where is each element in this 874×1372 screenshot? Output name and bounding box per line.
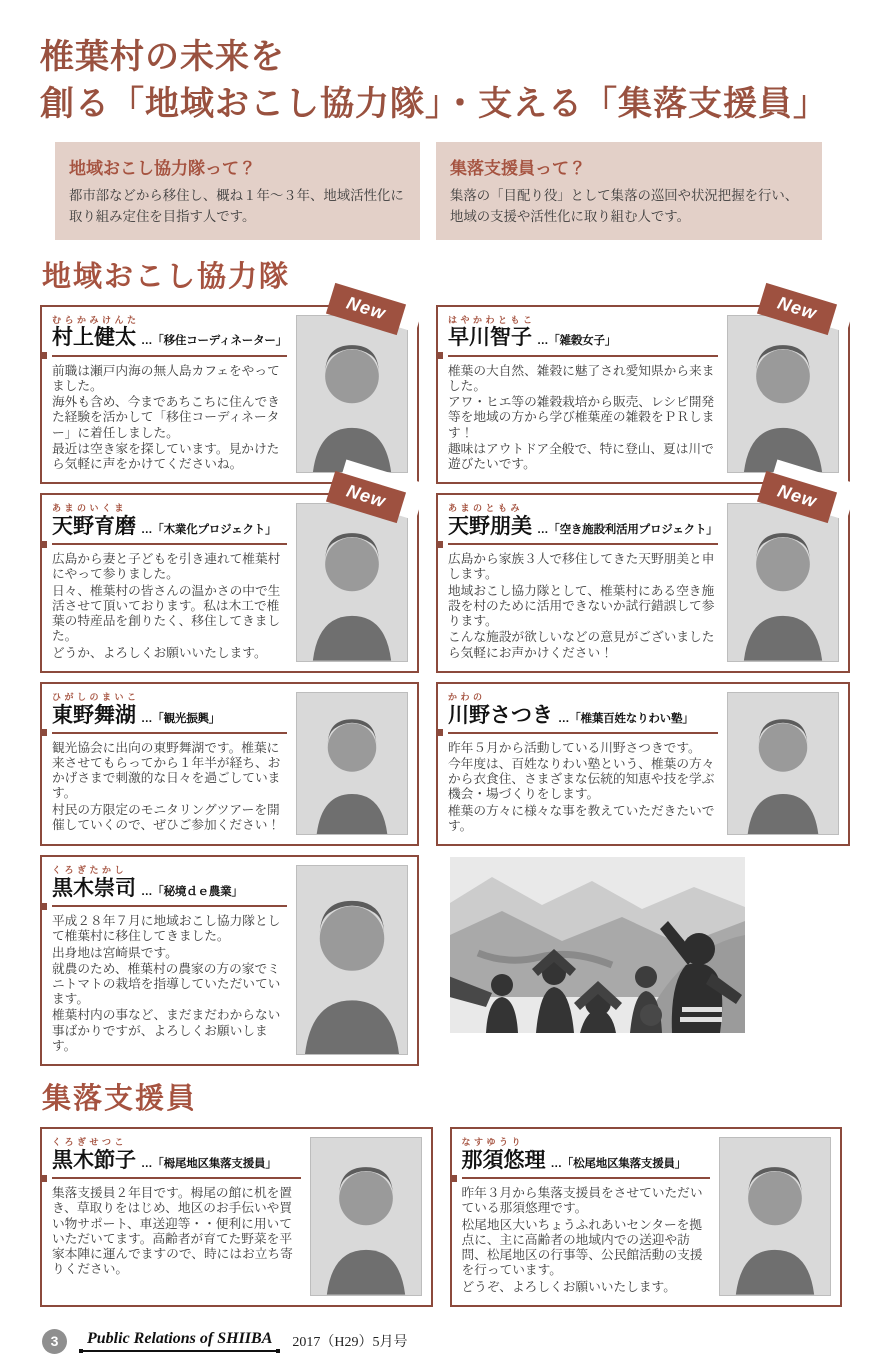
- member-bio: [448, 741, 718, 834]
- member-info: [52, 1137, 301, 1296]
- member-name: 川野さつき: [447, 703, 553, 727]
- member-info: [52, 865, 287, 1055]
- page-number-badge: 3: [42, 1329, 67, 1354]
- portrait-silhouette-icon: [297, 866, 407, 1054]
- bio-paragraph: 椎葉村内の事など、まだまだわからない事ばかりですが、よろしくお願いします。: [52, 1008, 281, 1053]
- member-info: [52, 315, 287, 474]
- member-bio: [52, 552, 287, 661]
- member-furigana: ひがしのまいこ: [52, 691, 140, 702]
- member-name-row: [52, 515, 287, 539]
- portrait-photo: [296, 503, 408, 662]
- name-divider: [52, 355, 287, 357]
- member-role: …「移住コーディネーター」: [141, 335, 287, 348]
- member-bio: [448, 364, 718, 473]
- member-bio: [52, 741, 287, 833]
- issue-label: 2017（H29）5月号: [292, 1335, 408, 1351]
- intro-body: 集落の「目配り役」として集落の巡回や状況把握を行い、地域の支援や活性化に取り組む人です。: [450, 187, 799, 224]
- intro-box-kyouryokutai: [55, 142, 420, 240]
- member-furigana: あまのともみ: [447, 503, 523, 514]
- portrait-silhouette-icon: [311, 1138, 421, 1295]
- portrait-silhouette-icon: [297, 316, 407, 473]
- bio-paragraph: 村民の方限定のモニタリングツアーを開催していくので、ぜひご参加ください！: [52, 802, 281, 832]
- member-info: [448, 315, 718, 474]
- member-info: [52, 692, 287, 835]
- bio-paragraph: 趣味はアウトドア全般で、特に登山、夏は川で遊びたいです。: [447, 441, 714, 471]
- bio-paragraph: 昨年３月から集落支援員をさせていただいている那須悠理です。: [461, 1186, 703, 1216]
- member-bio: [52, 364, 287, 473]
- member-name: 黒木節子: [52, 1148, 136, 1172]
- name-divider: [52, 1177, 301, 1179]
- intro-body: 都市部などから移住し、概ね１年～３年、地域活性化に取り組み定住を目指す人です。: [69, 187, 404, 224]
- member-name-row: [448, 515, 718, 539]
- portrait-silhouette-icon: [297, 504, 407, 661]
- new-badge: [756, 291, 852, 337]
- group-photo: [450, 857, 745, 1033]
- member-role: …「椎葉百姓なりわい塾」: [557, 712, 694, 725]
- page-title: [40, 34, 842, 128]
- member-furigana: はやかわともこ: [447, 314, 536, 325]
- member-bio: [52, 914, 287, 1054]
- page-footer: [42, 1329, 842, 1372]
- kyouryokutai-cards-grid: [40, 292, 842, 1067]
- name-divider: [448, 355, 718, 357]
- portrait-silhouette-icon: [297, 693, 407, 834]
- member-name-row: [448, 704, 718, 728]
- new-badge-label: New: [326, 471, 406, 523]
- member-furigana: くろぎたかし: [52, 865, 128, 876]
- member-name-row: [462, 1149, 711, 1173]
- new-badge: [325, 479, 421, 525]
- member-info: [52, 503, 287, 662]
- member-name: 東野舞湖: [52, 703, 136, 727]
- group-photo-illustration: [450, 857, 745, 1033]
- portrait-photo: [719, 1137, 831, 1296]
- name-divider: [462, 1177, 711, 1179]
- bio-paragraph: 地域おこし協力隊として、椎葉村にある空き施設を村のために活用できないか試行錯誤して参ります。: [447, 583, 715, 629]
- name-divider: [448, 543, 718, 545]
- portrait-photo: [296, 865, 408, 1055]
- member-card: [40, 292, 419, 485]
- member-card: [40, 682, 419, 846]
- member-name: 黒木崇司: [52, 876, 136, 900]
- member-card: [40, 480, 419, 673]
- publication-title: Public Relations of SHIIBA: [80, 1330, 279, 1352]
- member-card: [40, 1127, 433, 1307]
- member-card: [436, 682, 850, 846]
- section-heading-kyouryokutai: 地域おこし協力隊: [42, 260, 291, 293]
- member-name: 天野朋美: [447, 515, 532, 538]
- bio-paragraph: 広島から妻と子どもを引き連れて椎葉村にやって参りました。: [52, 552, 281, 582]
- portrait-silhouette-icon: [728, 504, 838, 661]
- member-bio: [52, 1186, 301, 1277]
- member-name: 天野育磨: [52, 515, 136, 538]
- portrait-photo: [727, 315, 839, 474]
- intro-heading: 地域おこし協力隊って？: [69, 158, 256, 178]
- member-name-row: [52, 1149, 301, 1173]
- new-badge: [756, 479, 852, 525]
- bio-paragraph: 広島から家族３人で移住してきた天野朋美と申します。: [447, 552, 715, 582]
- member-card: [436, 480, 850, 673]
- member-info: [448, 692, 718, 835]
- member-furigana: むらかみけんた: [52, 314, 140, 325]
- bio-paragraph: 松尾地区大いちょうふれあいセンターを拠点に、主に高齢者の地域内での送迎や訪問、松尾地区の行事等、公民館活動の支援を行っています。: [461, 1217, 703, 1278]
- name-divider: [52, 732, 287, 734]
- member-name-row: [52, 326, 287, 350]
- new-badge-label: New: [757, 283, 837, 335]
- bio-paragraph: 前職は瀬戸内海の無人島カフェをやってました。: [52, 363, 280, 393]
- member-name: 那須悠理: [461, 1148, 546, 1172]
- portrait-silhouette-icon: [728, 316, 838, 473]
- bio-paragraph: 椎葉の大自然、雑穀に魅了され愛知県から来ました。: [447, 363, 715, 393]
- member-card: [436, 292, 850, 485]
- bio-paragraph: 観光協会に出向の東野舞湖です。椎葉に来させてもらってから１年半が経ち、おかげさまで刺激的な日々を過ごしています。: [52, 740, 281, 801]
- member-role: …「木業化プロジェクト」: [141, 524, 277, 536]
- portrait-photo: [727, 503, 839, 662]
- member-name-row: [448, 326, 718, 350]
- member-name: 早川智子: [447, 326, 532, 350]
- member-furigana: なすゆうり: [461, 1137, 525, 1148]
- member-card: [40, 855, 419, 1066]
- member-info: [448, 503, 718, 662]
- member-name-row: [52, 877, 287, 901]
- intro-heading: 集落支援員って？: [450, 158, 586, 178]
- member-role: …「松尾地区集落支援員」: [550, 1157, 687, 1170]
- new-badge: [325, 291, 421, 337]
- member-furigana: あまのいくま: [52, 503, 128, 514]
- bio-paragraph: 椎葉の方々に様々な事を教えていただきたいです。: [447, 803, 715, 833]
- intro-boxes: [55, 142, 842, 240]
- bio-paragraph: こんな施設が欲しいなどの意見がございましたら気軽にお声かけください！: [447, 630, 715, 660]
- bio-paragraph: 海外も含め、今まであちこちに住んできた経験を活かして「移住コーディネーター」に着任しました。: [52, 395, 280, 440]
- member-card: [450, 1127, 843, 1307]
- name-divider: [52, 543, 287, 545]
- portrait-photo: [296, 692, 408, 835]
- portrait-silhouette-icon: [720, 1138, 830, 1295]
- bio-paragraph: 昨年５月から活動している川野さつきです。: [447, 740, 701, 755]
- portrait-photo: [727, 692, 839, 835]
- member-role: …「秘境ｄｅ農業」: [141, 885, 243, 898]
- bio-paragraph: 出身地は宮崎県です。: [52, 945, 178, 960]
- new-badge-label: New: [326, 283, 406, 335]
- member-bio: [448, 552, 718, 661]
- bio-paragraph: 今年度は、百姓なりわい塾という、椎葉の方々から衣食住、さまざまな伝統的知恵や技を学ぶ機会・場づくりをします。: [447, 756, 715, 802]
- bio-paragraph: どうぞ、よろしくお願いいたします。: [461, 1279, 676, 1294]
- bio-paragraph: アワ・ヒエ等の雑穀栽培から販売、レシピ開発等を地域の方から学び椎葉産の雑穀をＰＲします！: [447, 395, 715, 440]
- bio-paragraph: 最近は空き家を探しています。見かけたら気軽に声をかけてくださいね。: [52, 441, 280, 471]
- member-furigana: くろぎせつこ: [52, 1137, 128, 1148]
- bio-paragraph: 日々、椎葉村の皆さんの温かさの中で生活させて頂いております。私は木工で椎葉の特産品を創りたく、移住してきました。: [52, 583, 281, 644]
- name-divider: [448, 732, 718, 734]
- member-role: …「観光振興」: [141, 712, 221, 725]
- member-info: [462, 1137, 711, 1296]
- intro-box-shienin: [436, 142, 822, 240]
- new-badge-label: New: [757, 471, 837, 523]
- member-name-row: [52, 704, 287, 728]
- bio-paragraph: どうか、よろしくお願いいたします。: [52, 645, 267, 660]
- name-divider: [52, 905, 287, 907]
- bio-paragraph: 平成２８年７月に地域おこし協力隊として椎葉村に移住してきました。: [52, 914, 281, 944]
- member-role: …「雑穀女子」: [536, 335, 617, 348]
- member-role: …「空き施設利活用プロジェクト」: [536, 524, 718, 536]
- member-bio: [462, 1186, 711, 1295]
- page-title-line1: 椎葉村の未来を: [40, 38, 285, 76]
- member-furigana: かわの: [447, 691, 486, 702]
- member-name: 村上健太: [52, 326, 136, 350]
- bio-paragraph: 集落支援員２年目です。栂尾の館に机を置き、草取りをはじめ、地区のお手伝いや買い物サポート、車送迎等・・便利に用いていただいてます。高齢者が育てた野菜を平家本陣に運んでますので、時にはお立ち寄りください。: [52, 1186, 293, 1277]
- portrait-silhouette-icon: [728, 693, 838, 834]
- page-title-line2: 創る「地域おこし協力隊」・支える「集落支援員」: [40, 84, 828, 123]
- portrait-photo: [310, 1137, 422, 1296]
- bio-paragraph: 就農のため、椎葉村の農家の方の家でミニトマトの栽培を指導していただいています。: [52, 961, 281, 1007]
- member-role: …「栂尾地区集落支援員」: [141, 1157, 277, 1170]
- portrait-photo: [296, 315, 408, 474]
- section-heading-shienin: 集落支援員: [42, 1083, 198, 1116]
- shienin-cards-grid: [40, 1127, 842, 1307]
